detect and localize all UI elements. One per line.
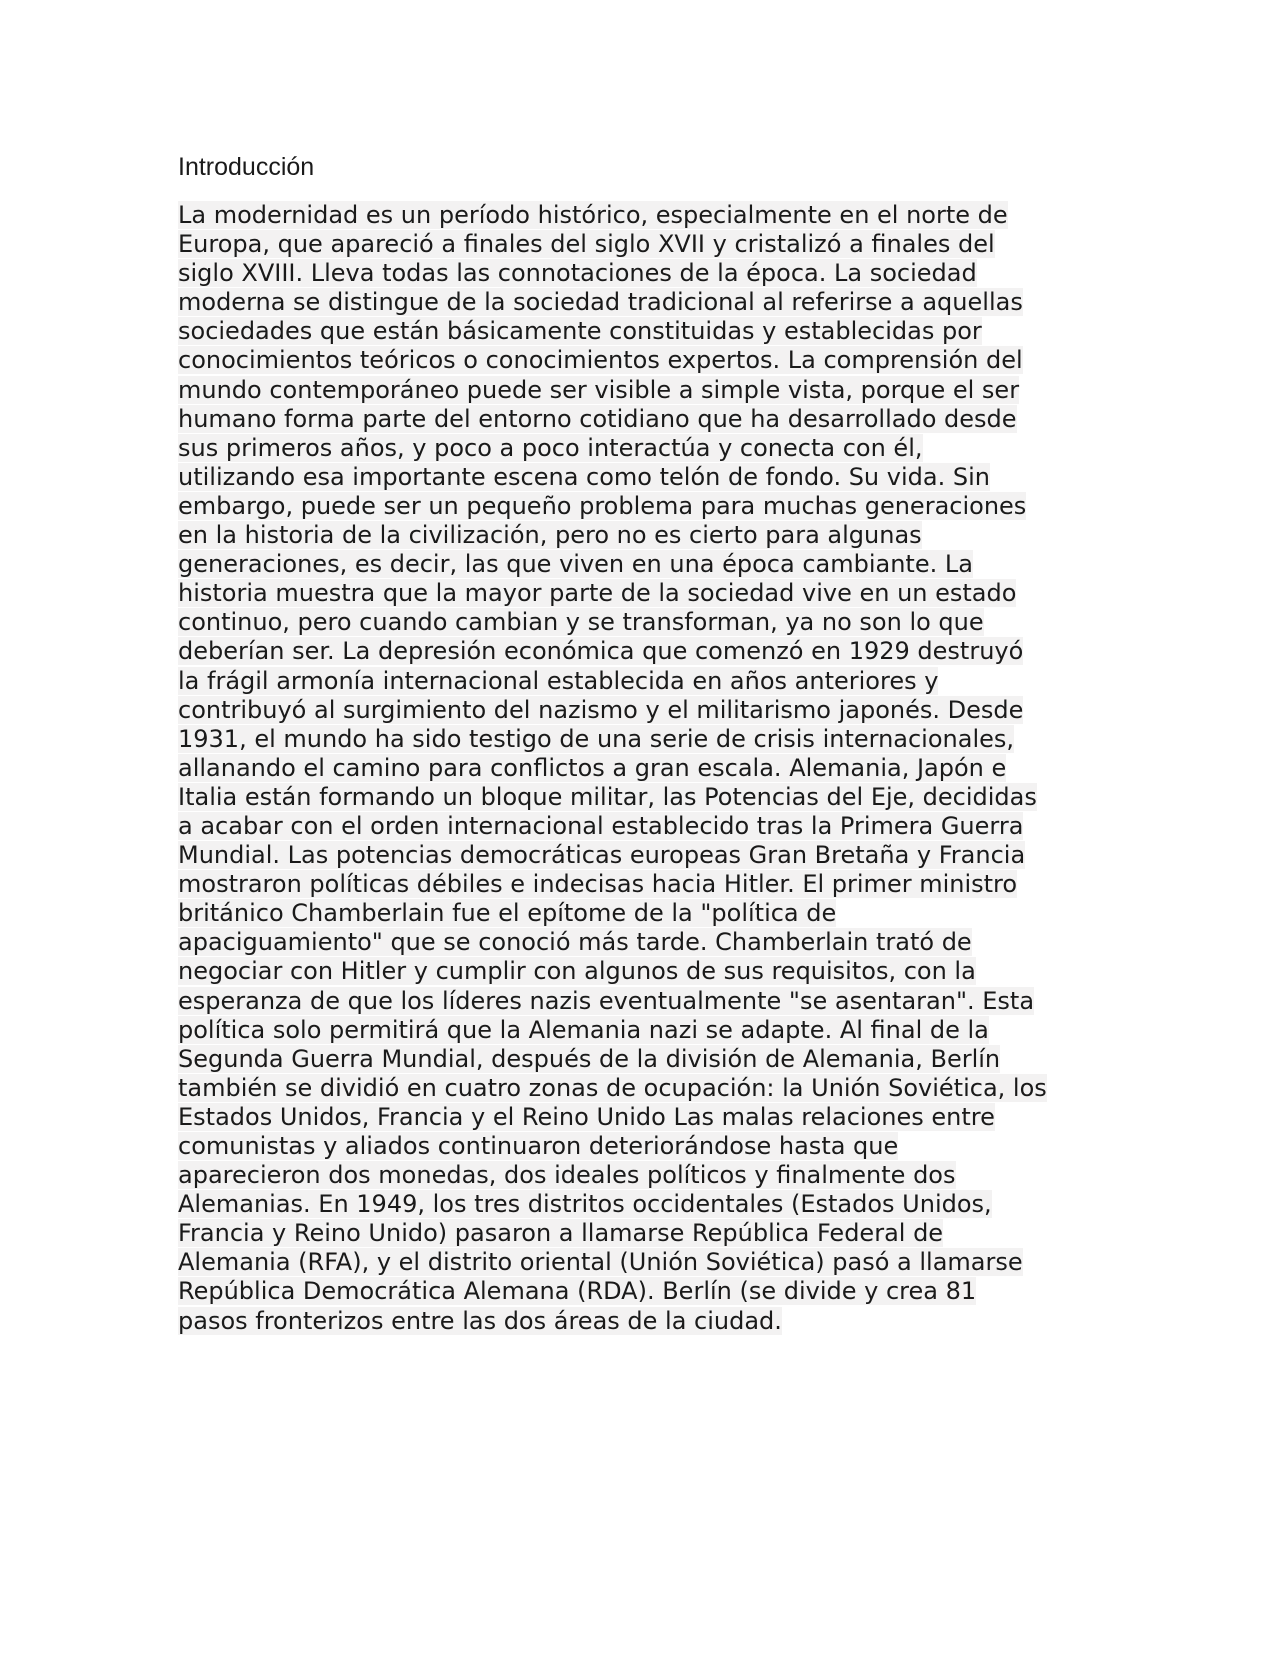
paragraph-line bbox=[178, 201, 1118, 230]
paragraph-line bbox=[178, 521, 1118, 550]
line-text: mundo contemporáneo puede ser visible a simple vista, porque el ser bbox=[178, 375, 1020, 404]
paragraph-line bbox=[178, 1248, 1118, 1277]
line-text: negociar con Hitler y cumplir con algunos de sus requisitos, con la bbox=[178, 957, 976, 986]
paragraph-line bbox=[178, 492, 1118, 521]
paragraph-line bbox=[178, 725, 1118, 754]
paragraph-line bbox=[178, 841, 1118, 870]
line-text: moderna se distingue de la sociedad tradicional al referirse a aquellas bbox=[178, 288, 1023, 317]
paragraph-line bbox=[178, 667, 1118, 696]
line-text: conocimientos teóricos o conocimientos expertos. La comprensión del bbox=[178, 346, 1023, 375]
line-text: sus primeros años, y poco a poco interactúa y conecta con él, bbox=[178, 433, 923, 462]
paragraph-line bbox=[178, 434, 1118, 463]
line-text: continuo, pero cuando cambian y se transforman, ya no son lo que bbox=[178, 608, 984, 637]
paragraph-line bbox=[178, 550, 1118, 579]
line-text: a acabar con el orden internacional establecido tras la Primera Guerra bbox=[178, 811, 1024, 840]
line-text: aparecieron dos monedas, dos ideales políticos y finalmente dos bbox=[178, 1161, 956, 1190]
paragraph-line bbox=[178, 579, 1118, 608]
line-text: en la historia de la civilización, pero no es cierto para algunas bbox=[178, 521, 922, 550]
line-text: británico Chamberlain fue el epítome de la "política de bbox=[178, 899, 837, 928]
paragraph-line bbox=[178, 928, 1118, 957]
line-text: República Democrática Alemana (RDA). Berlín (se divide y crea 81 bbox=[178, 1277, 977, 1306]
paragraph-line bbox=[178, 230, 1118, 259]
paragraph-line bbox=[178, 463, 1118, 492]
paragraph-line bbox=[178, 405, 1118, 434]
paragraph-line bbox=[178, 317, 1118, 346]
line-text: Europa, que apareció a finales del siglo XVII y cristalizó a finales del bbox=[178, 230, 995, 259]
paragraph-line bbox=[178, 376, 1118, 405]
document-heading: Introducción bbox=[178, 153, 315, 181]
line-text: Estados Unidos, Francia y el Reino Unido Las malas relaciones entre bbox=[178, 1102, 995, 1131]
paragraph-line bbox=[178, 288, 1118, 317]
line-text: pasos fronterizos entre las dos áreas de la ciudad. bbox=[178, 1306, 782, 1335]
paragraph-line bbox=[178, 783, 1118, 812]
line-text: contribuyó al surgimiento del nazismo y el militarismo japonés. Desde bbox=[178, 695, 1024, 724]
line-text: siglo XVIII. Lleva todas las connotaciones de la época. La sociedad bbox=[178, 259, 977, 288]
line-text: la frágil armonía internacional establecida en años anteriores y bbox=[178, 666, 939, 695]
paragraph-line bbox=[178, 754, 1118, 783]
document-body bbox=[178, 201, 1118, 1336]
paragraph-line bbox=[178, 987, 1118, 1016]
line-text: Francia y Reino Unido) pasaron a llamarse República Federal de bbox=[178, 1219, 944, 1248]
paragraph-line bbox=[178, 899, 1118, 928]
line-text: apaciguamiento" que se conoció más tarde. Chamberlain trató de bbox=[178, 928, 972, 957]
paragraph-line bbox=[178, 696, 1118, 725]
paragraph-line bbox=[178, 637, 1118, 666]
line-text: generaciones, es decir, las que viven en una época cambiante. La bbox=[178, 550, 973, 579]
line-text: política solo permitirá que la Alemania nazi se adapte. Al final de la bbox=[178, 1015, 989, 1044]
line-text: utilizando esa importante escena como telón de fondo. Su vida. Sin bbox=[178, 462, 990, 491]
line-text: Italia están formando un bloque militar, las Potencias del Eje, decididas bbox=[178, 782, 1037, 811]
line-text: Alemania (RFA), y el distrito oriental (Unión Soviética) pasó a llamarse bbox=[178, 1248, 1023, 1277]
paragraph-line bbox=[178, 259, 1118, 288]
line-text: Segunda Guerra Mundial, después de la división de Alemania, Berlín bbox=[178, 1044, 1001, 1073]
paragraph-line bbox=[178, 1219, 1118, 1248]
paragraph-line bbox=[178, 1074, 1118, 1103]
paragraph-line bbox=[178, 870, 1118, 899]
paragraph-line bbox=[178, 1190, 1118, 1219]
line-text: deberían ser. La depresión económica que comenzó en 1929 destruyó bbox=[178, 637, 1024, 666]
paragraph-line bbox=[178, 812, 1118, 841]
line-text: allanando el camino para conflictos a gran escala. Alemania, Japón e bbox=[178, 753, 1007, 782]
line-text: Mundial. Las potencias democráticas europeas Gran Bretaña y Francia bbox=[178, 841, 1026, 870]
paragraph-line bbox=[178, 1161, 1118, 1190]
line-text: Alemanias. En 1949, los tres distritos occidentales (Estados Unidos, bbox=[178, 1190, 992, 1219]
paragraph-line bbox=[178, 1016, 1118, 1045]
paragraph-line bbox=[178, 346, 1118, 375]
line-text: 1931, el mundo ha sido testigo de una serie de crisis internacionales, bbox=[178, 724, 1015, 753]
paragraph-line bbox=[178, 1045, 1118, 1074]
line-text: también se dividió en cuatro zonas de ocupación: la Unión Soviética, los bbox=[178, 1073, 1047, 1102]
line-text: La modernidad es un período histórico, especialmente en el norte de bbox=[178, 201, 1008, 229]
line-text: humano forma parte del entorno cotidiano que ha desarrollado desde bbox=[178, 404, 1017, 433]
line-text: esperanza de que los líderes nazis eventualmente "se asentaran". Esta bbox=[178, 986, 1035, 1015]
paragraph-line bbox=[178, 1132, 1118, 1161]
line-text: sociedades que están básicamente constituidas y establecidas por bbox=[178, 317, 982, 346]
paragraph-line bbox=[178, 608, 1118, 637]
line-text: embargo, puede ser un pequeño problema para muchas generaciones bbox=[178, 491, 1027, 520]
line-text: mostraron políticas débiles e indecisas hacia Hitler. El primer ministro bbox=[178, 870, 1018, 899]
paragraph-line bbox=[178, 957, 1118, 986]
line-text: historia muestra que la mayor parte de la sociedad vive en un estado bbox=[178, 579, 1017, 608]
paragraph-line bbox=[178, 1103, 1118, 1132]
line-text: comunistas y aliados continuaron deteriorándose hasta que bbox=[178, 1132, 899, 1160]
paragraph-line bbox=[178, 1277, 1118, 1306]
paragraph-line bbox=[178, 1307, 1118, 1336]
